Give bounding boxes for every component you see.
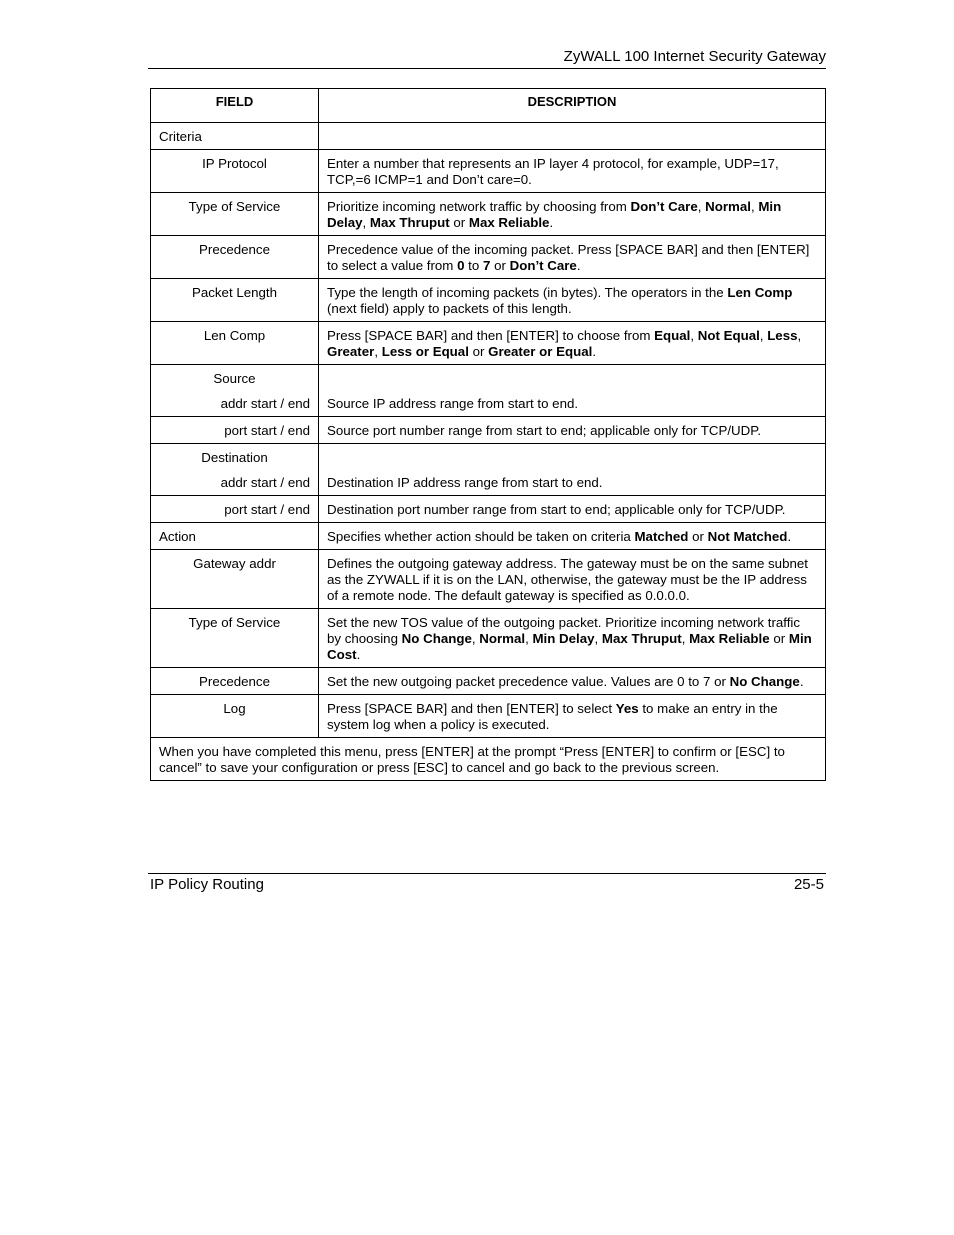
table-footer-note: When you have completed this menu, press [ENTER] at the prompt “Press [ENTER] to confirm or [ESC] to cancel” to save your configuration or press [ESC] to cancel and go back to the previous screen. — [151, 738, 826, 781]
field-packet-length: Packet Length — [151, 279, 319, 322]
description-cell — [319, 123, 826, 150]
description-type-of-service-out: Set the new TOS value of the outgoing packet. Prioritize incoming network traffic by choosing No Change, Normal, Min Delay, Max Thruput, Max Reliable or Min Cost. — [319, 609, 826, 668]
table-row — [151, 322, 826, 365]
description-source-addr: Source IP address range from start to end. — [319, 365, 826, 417]
field-type-of-service-out: Type of Service — [151, 609, 319, 668]
field-destination-port: port start / end — [151, 496, 319, 523]
field-criteria: Criteria — [151, 123, 319, 150]
table-header-row — [151, 89, 826, 123]
page-footer — [148, 873, 826, 896]
field-source-port: port start / end — [151, 417, 319, 444]
field-precedence: Precedence — [151, 236, 319, 279]
table-row — [151, 193, 826, 236]
field-precedence-out: Precedence — [151, 668, 319, 695]
destination-heading: Destination — [201, 450, 268, 465]
page-number: 25-5 — [793, 876, 824, 893]
table-row — [151, 444, 826, 496]
description-ip-protocol: Enter a number that represents an IP layer 4 protocol, for example, UDP=17, TCP,=6 ICMP=1 and Don’t care=0. — [319, 150, 826, 193]
field-log: Log — [151, 695, 319, 738]
table-row — [151, 496, 826, 523]
table-row — [151, 550, 826, 609]
source-heading: Source — [213, 371, 256, 386]
field-gateway-addr: Gateway addr — [151, 550, 319, 609]
description-destination-port: Destination port number range from start to end; applicable only for TCP/UDP. — [319, 496, 826, 523]
field-ip-protocol: IP Protocol — [151, 150, 319, 193]
field-destination — [151, 444, 319, 496]
field-description-table — [150, 88, 826, 781]
table-row — [151, 150, 826, 193]
section-title: IP Policy Routing — [150, 876, 264, 893]
description-log: Press [SPACE BAR] and then [ENTER] to select Yes to make an entry in the system log when a policy is executed. — [319, 695, 826, 738]
source-addr-field: addr start / end — [220, 396, 310, 411]
column-header-description: DESCRIPTION — [319, 89, 826, 123]
field-type-of-service: Type of Service — [151, 193, 319, 236]
table-row — [151, 668, 826, 695]
description-len-comp: Press [SPACE BAR] and then [ENTER] to choose from Equal, Not Equal, Less, Greater, Less or Equal or Greater or Equal. — [319, 322, 826, 365]
table-footer-row — [151, 738, 826, 781]
column-header-field: FIELD — [151, 89, 319, 123]
table-row — [151, 279, 826, 322]
description-packet-length: Type the length of incoming packets (in bytes). The operators in the Len Comp (next field) apply to packets of this length. — [319, 279, 826, 322]
field-source — [151, 365, 319, 417]
field-len-comp: Len Comp — [151, 322, 319, 365]
description-gateway-addr: Defines the outgoing gateway address. The gateway must be on the same subnet as the ZYWALL if it is on the LAN, otherwise, the gateway must be the IP address of a remote node. The default gateway is specified as 0.0.0.0. — [319, 550, 826, 609]
field-action: Action — [151, 523, 319, 550]
table-row — [151, 236, 826, 279]
table-row — [151, 123, 826, 150]
table-row — [151, 365, 826, 417]
table-row — [151, 417, 826, 444]
description-destination-addr: Destination IP address range from start to end. — [319, 444, 826, 496]
page-header — [148, 48, 826, 69]
description-action: Specifies whether action should be taken on criteria Matched or Not Matched. — [319, 523, 826, 550]
table-row — [151, 609, 826, 668]
document-title: ZyWALL 100 Internet Security Gateway — [563, 48, 826, 65]
table-row — [151, 523, 826, 550]
description-source-port: Source port number range from start to end; applicable only for TCP/UDP. — [319, 417, 826, 444]
description-precedence: Precedence value of the incoming packet. Press [SPACE BAR] and then [ENTER] to select a value from 0 to 7 or Don’t Care. — [319, 236, 826, 279]
description-precedence-out: Set the new outgoing packet precedence value. Values are 0 to 7 or No Change. — [319, 668, 826, 695]
destination-addr-field: addr start / end — [220, 475, 310, 490]
description-type-of-service: Prioritize incoming network traffic by choosing from Don’t Care, Normal, Min Delay, Max Thruput or Max Reliable. — [319, 193, 826, 236]
table-row — [151, 695, 826, 738]
